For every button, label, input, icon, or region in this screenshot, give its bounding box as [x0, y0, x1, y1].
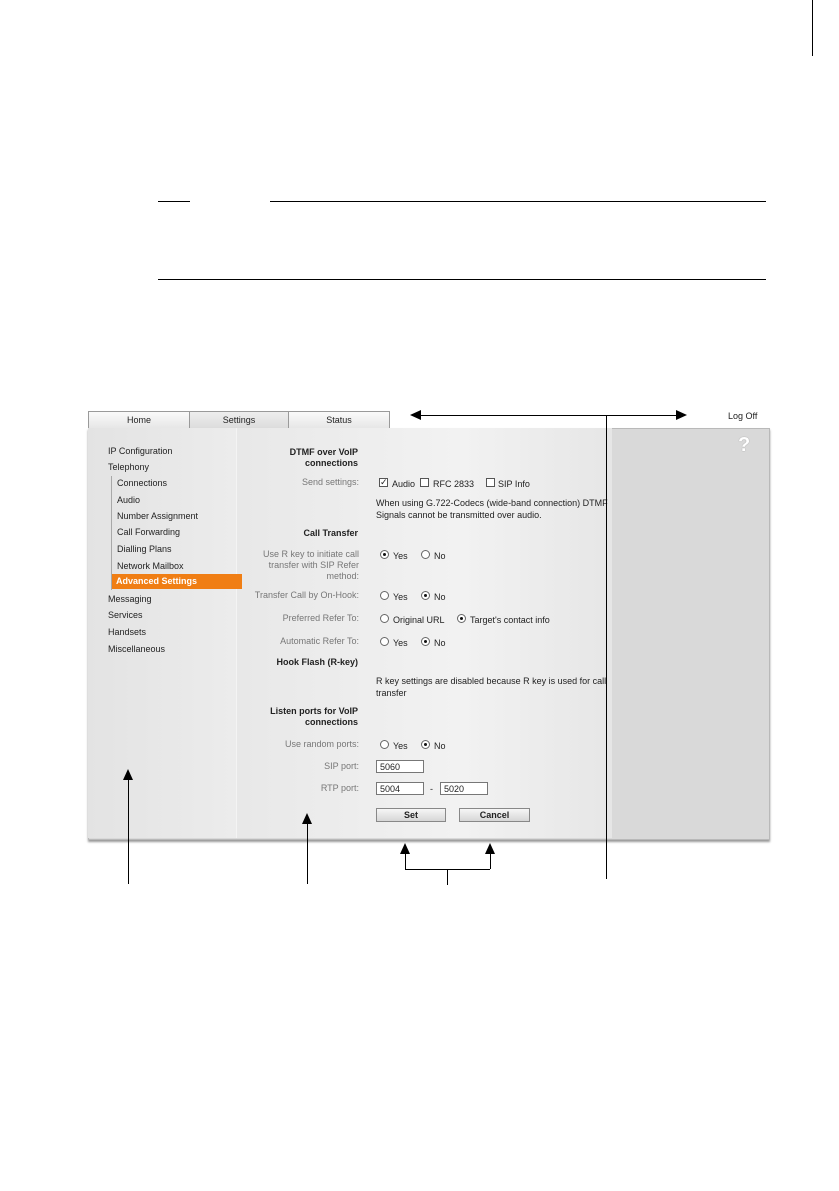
sidebar-item-number-assignment[interactable]: Number Assignment — [117, 511, 199, 521]
rkey-label-line3: method: — [326, 571, 359, 581]
sidebar-item-network-mailbox[interactable]: Network Mailbox — [117, 561, 184, 571]
tab-settings[interactable]: Settings — [189, 411, 289, 430]
preferred-refer-label: Preferred Refer To: — [282, 613, 359, 623]
onhook-no-label: No — [434, 592, 446, 602]
hook-flash-title: Hook Flash (R-key) — [276, 657, 358, 667]
content-pointer-line — [307, 822, 308, 884]
target-contact-label: Target's contact info — [470, 615, 550, 625]
top-double-arrow-line — [420, 415, 680, 416]
hook-flash-note-line2: transfer — [376, 688, 407, 698]
content-area — [237, 428, 612, 838]
sidebar-item-handsets[interactable]: Handsets — [108, 627, 147, 637]
sidebar-item-connections[interactable]: Connections — [117, 478, 168, 488]
top-arrow-pointer-line — [606, 415, 607, 879]
sidebar-item-call-forwarding[interactable]: Call Forwarding — [117, 527, 181, 537]
original-url-label: Original URL — [393, 615, 445, 625]
rtp-port-from-input[interactable]: 5004 — [376, 782, 424, 795]
dtmf-section-title — [158, 447, 358, 469]
hook-flash-note-line1: R key settings are disabled because R key is used for call — [376, 676, 607, 686]
arrow-left-icon — [410, 410, 421, 420]
rfc2833-checkbox[interactable] — [420, 478, 429, 487]
tab-home[interactable]: Home — [88, 411, 190, 430]
auto-refer-yes-label: Yes — [393, 638, 408, 648]
sidebar-pointer-line — [128, 778, 129, 884]
sidebar-pointer-arrow-icon — [123, 769, 133, 780]
onhook-yes-radio[interactable] — [380, 591, 389, 600]
rkey-no-radio[interactable] — [421, 550, 430, 559]
audio-checkbox[interactable]: ✓ — [380, 477, 388, 487]
onhook-yes-label: Yes — [393, 592, 408, 602]
set-pointer-line — [405, 852, 406, 869]
rkey-no-label: No — [434, 551, 446, 561]
rfc2833-option-label: RFC 2833 — [433, 479, 475, 489]
listen-title-line2: connections — [304, 717, 358, 727]
cancel-pointer-arrow-icon — [485, 843, 495, 854]
onhook-no-radio[interactable] — [421, 591, 430, 600]
cancel-pointer-line — [490, 852, 491, 869]
original-url-radio[interactable] — [380, 614, 389, 623]
rtp-port-separator: - — [430, 784, 433, 794]
note-bottom-rule — [158, 279, 766, 280]
sidebar-item-services[interactable]: Services — [108, 610, 143, 620]
sidebar-item-audio[interactable]: Audio — [117, 495, 141, 505]
automatic-refer-label: Automatic Refer To: — [280, 636, 359, 646]
rkey-yes-radio[interactable] — [380, 550, 389, 559]
content-pointer-arrow-icon — [302, 813, 312, 824]
random-ports-no-radio[interactable] — [421, 740, 430, 749]
send-settings-label: Send settings: — [301, 477, 359, 487]
sip-port-label: SIP port: — [324, 761, 359, 771]
tab-status[interactable]: Status — [288, 411, 390, 430]
call-transfer-title: Call Transfer — [303, 528, 358, 538]
sidebar-item-advanced-settings[interactable]: Advanced Settings — [112, 574, 242, 589]
sidebar-item-telephony[interactable]: Telephony — [108, 462, 150, 472]
page-edge-line — [812, 0, 813, 56]
arrow-right-icon — [676, 410, 687, 420]
log-off-link[interactable]: Log Off — [728, 411, 758, 421]
dtmf-title-line2: connections — [304, 458, 358, 468]
rkey-yes-label: Yes — [393, 551, 408, 561]
audio-option-label: Audio — [392, 479, 416, 489]
target-contact-radio[interactable] — [457, 614, 466, 623]
rkey-label-line1: Use R key to initiate call — [262, 549, 359, 559]
random-ports-yes-radio[interactable] — [380, 740, 389, 749]
auto-refer-no-radio[interactable] — [421, 637, 430, 646]
dtmf-note-line2: Signals cannot be transmitted over audio. — [376, 510, 542, 520]
rtp-port-label: RTP port: — [320, 783, 359, 793]
rkey-label — [159, 549, 359, 582]
dtmf-note-line1: When using G.722-Codecs (wide-band connection) DTMF — [376, 498, 608, 508]
note-top-rule — [158, 201, 190, 202]
sip-info-option-label: SIP Info — [498, 479, 530, 489]
random-ports-label: Use random ports: — [284, 739, 359, 749]
sidebar-item-messaging[interactable]: Messaging — [108, 594, 152, 604]
help-icon[interactable]: ? — [738, 434, 751, 456]
cancel-button[interactable]: Cancel — [459, 808, 530, 822]
random-ports-no-label: No — [434, 741, 446, 751]
sidebar-item-dialling-plans[interactable]: Dialling Plans — [117, 544, 172, 554]
sip-port-input[interactable]: 5060 — [376, 760, 424, 773]
sidebar-item-ip-configuration[interactable]: IP Configuration — [108, 446, 173, 456]
note-top-rule-right — [270, 201, 766, 202]
set-button[interactable]: Set — [376, 808, 446, 822]
buttons-bracket-stem — [447, 869, 448, 885]
auto-refer-yes-radio[interactable] — [380, 637, 389, 646]
listen-ports-title — [158, 706, 358, 728]
listen-title-line1: Listen ports for VoIP — [270, 706, 358, 716]
sip-info-checkbox[interactable] — [486, 478, 495, 487]
rkey-label-line2: transfer with SIP Refer — [268, 560, 359, 570]
random-ports-yes-label: Yes — [393, 741, 408, 751]
submenu-line — [111, 476, 112, 590]
sidebar-item-miscellaneous[interactable]: Miscellaneous — [108, 644, 166, 654]
auto-refer-no-label: No — [434, 638, 446, 648]
rtp-port-to-input[interactable]: 5020 — [440, 782, 488, 795]
onhook-label: Transfer Call by On-Hook: — [254, 590, 359, 600]
set-pointer-arrow-icon — [400, 843, 410, 854]
dtmf-title-line1: DTMF over VoIP — [289, 447, 358, 457]
